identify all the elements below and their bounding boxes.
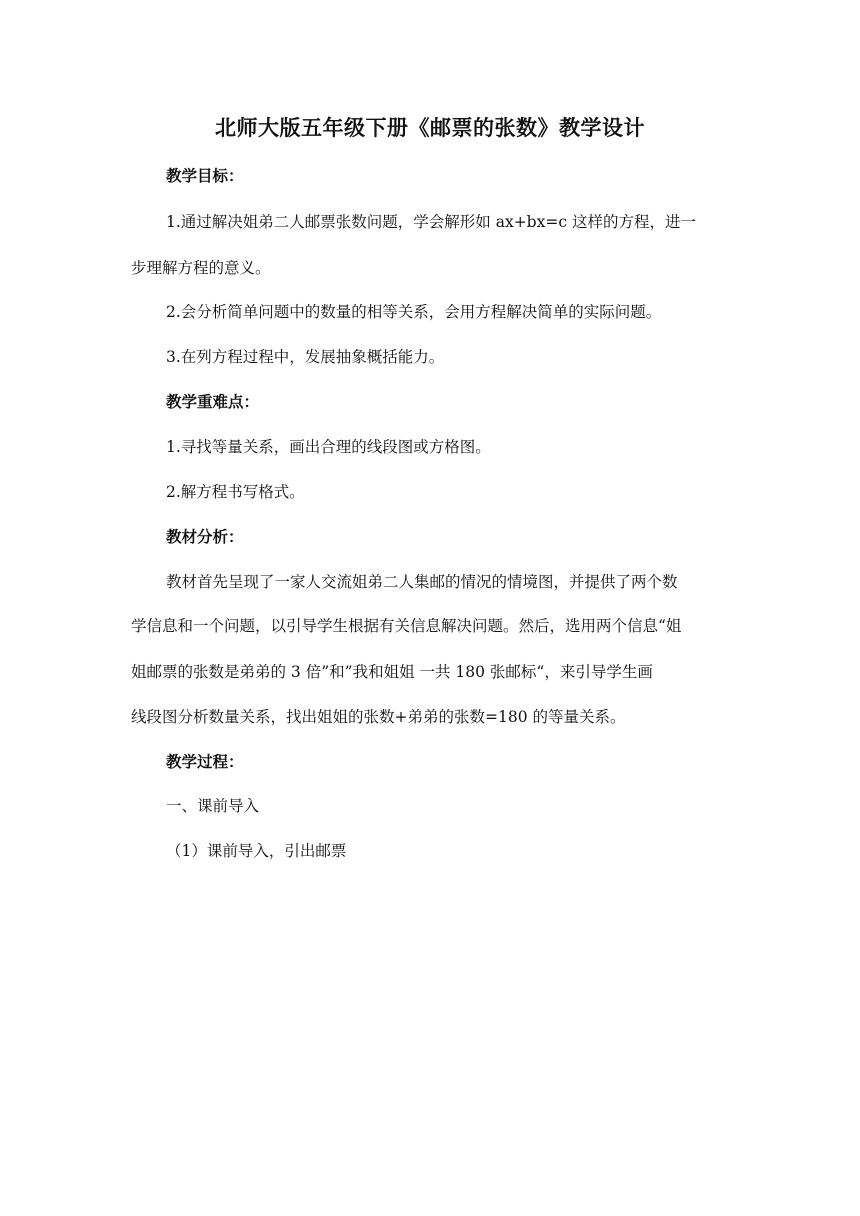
- objectives-heading: 教学目标：: [166, 167, 244, 185]
- key-point-item-2: 2.解方程书写格式。: [166, 483, 305, 501]
- document-title: 北师大版五年级下册《邮票的张数》教学设计: [215, 116, 645, 140]
- analysis-heading: 教材分析：: [166, 528, 244, 546]
- objective-item-1-continued: 步理解方程的意义。: [131, 259, 271, 277]
- key-point-item-1: 1.寻找等量关系，画出合理的线段图或方格图。: [166, 438, 491, 456]
- objective-item-2: 2.会分析简单问题中的数量的相等关系，会用方程解决简单的实际问题。: [166, 303, 662, 321]
- objective-item-1: 1.通过解决姐弟二人邮票张数问题，学会解形如 ax+bx=c 这样的方程，进一: [166, 213, 696, 231]
- objective-item-3: 3.在列方程过程中，发展抽象概括能力。: [166, 348, 445, 366]
- process-heading: 教学过程：: [166, 753, 244, 771]
- process-step-1: 一、课前导入: [166, 797, 260, 815]
- process-step-1-sub: （1）课前导入，引出邮票: [166, 842, 347, 860]
- analysis-line-2: 学信息和一个问题，以引导学生根据有关信息解决问题。然后，选用两个信息“姐: [131, 617, 682, 635]
- analysis-line-3: 姐邮票的张数是弟弟的 3 倍”和”我和姐姐 一共 180 张邮标“，来引导学生画: [131, 663, 653, 681]
- analysis-line-4: 线段图分析数量关系，找出姐姐的张数+弟弟的张数=180 的等量关系。: [131, 708, 626, 726]
- analysis-line-1: 教材首先呈现了一家人交流姐弟二人集邮的情况的情境图，并提供了两个数: [166, 573, 678, 591]
- key-points-heading: 教学重难点：: [166, 393, 260, 411]
